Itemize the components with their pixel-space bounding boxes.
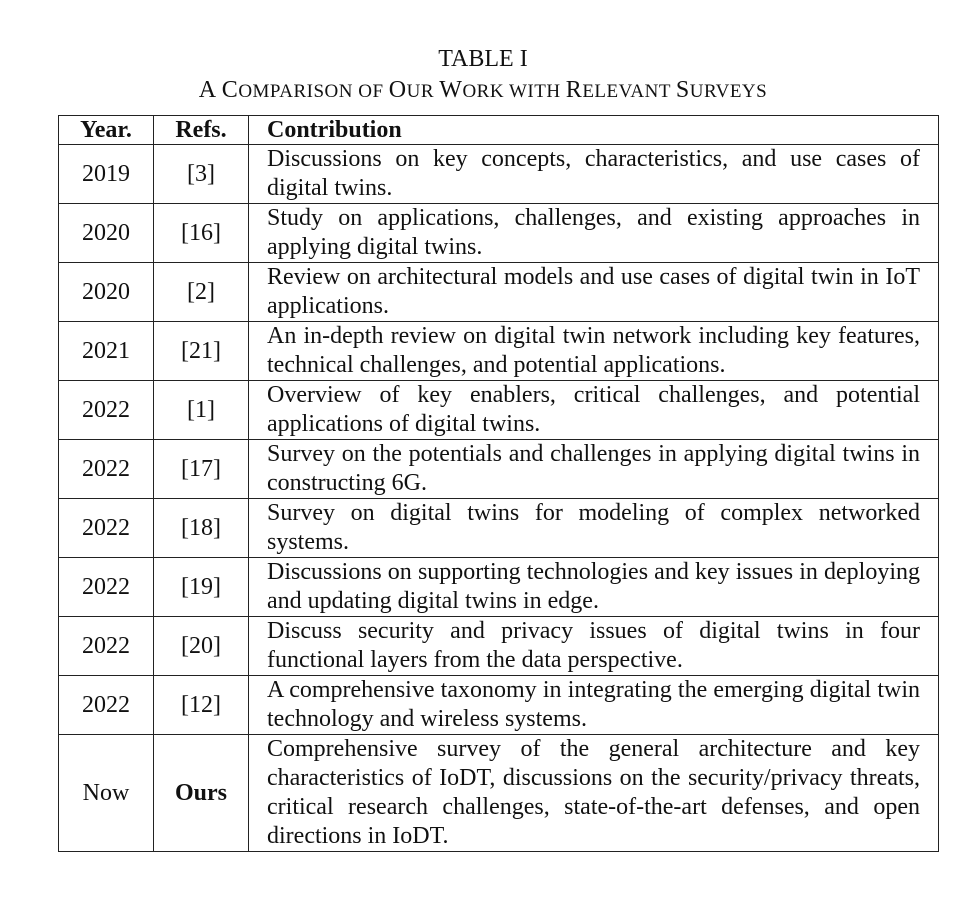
- ref-cell: [21]: [154, 322, 249, 381]
- table-row: [59, 322, 939, 381]
- contribution-cell: Discuss security and privacy issues of digital twins in four functional layers from the data perspective.: [249, 617, 939, 676]
- title-small-caps: URVEYS: [689, 81, 768, 102]
- contribution-cell: Discussions on key concepts, characteristics, and use cases of digital twins.: [249, 145, 939, 204]
- contribution-cell: A comprehensive taxonomy in integrating the emerging digital twin technology and wireless systems.: [249, 676, 939, 735]
- title-capital: O: [388, 77, 407, 103]
- year-cell: 2020: [59, 204, 154, 263]
- title-small-caps: ELEVANT: [582, 81, 676, 102]
- title-capital: S: [675, 77, 690, 103]
- title-capital: C: [221, 77, 239, 103]
- table-row: [59, 676, 939, 735]
- comparison-table: [58, 115, 939, 852]
- contribution-cell: An in-depth review on digital twin network including key features, technical challenges, and potential applications.: [249, 322, 939, 381]
- year-cell: 2021: [59, 322, 154, 381]
- table-body: [59, 145, 939, 852]
- ref-cell: [2]: [154, 263, 249, 322]
- year-cell: 2022: [59, 381, 154, 440]
- title-capital: W: [439, 77, 463, 103]
- table-row: [59, 381, 939, 440]
- table-row: [59, 735, 939, 852]
- year-cell: 2022: [59, 617, 154, 676]
- ref-cell: [1]: [154, 381, 249, 440]
- year-cell: 2022: [59, 440, 154, 499]
- header-row: [59, 116, 939, 145]
- table-row: [59, 204, 939, 263]
- contribution-cell: Overview of key enablers, critical challenges, and potential applications of digital twins.: [249, 381, 939, 440]
- table-row: [59, 617, 939, 676]
- ref-cell: [20]: [154, 617, 249, 676]
- contribution-cell: Review on architectural models and use cases of digital twin in IoT applications.: [249, 263, 939, 322]
- title-capital: R: [565, 77, 583, 103]
- contribution-cell: Discussions on supporting technologies and key issues in deploying and updating digital twins in edge.: [249, 558, 939, 617]
- contribution-cell: Survey on digital twins for modeling of complex networked systems.: [249, 499, 939, 558]
- ref-cell: [3]: [154, 145, 249, 204]
- header-year: Year.: [59, 116, 154, 145]
- year-cell: 2022: [59, 558, 154, 617]
- year-cell: Now: [59, 735, 154, 852]
- ref-cell: Ours: [154, 735, 249, 852]
- title-small-caps: OMPARISON OF: [238, 81, 389, 102]
- year-cell: 2022: [59, 499, 154, 558]
- ref-cell: [18]: [154, 499, 249, 558]
- table-row: [59, 558, 939, 617]
- year-cell: 2020: [59, 263, 154, 322]
- header-contribution: Contribution: [249, 116, 939, 145]
- year-cell: 2022: [59, 676, 154, 735]
- contribution-cell: Study on applications, challenges, and existing approaches in applying digital twins.: [249, 204, 939, 263]
- table-row: [59, 499, 939, 558]
- ref-cell: [17]: [154, 440, 249, 499]
- table-row: [59, 263, 939, 322]
- ref-cell: [16]: [154, 204, 249, 263]
- title-small-caps: UR: [406, 81, 440, 102]
- ref-cell: [19]: [154, 558, 249, 617]
- table-label: TABLE I: [438, 46, 528, 72]
- title-small-caps: ORK WITH: [462, 81, 566, 102]
- title-capital: A: [198, 77, 222, 103]
- table-row: [59, 145, 939, 204]
- ref-cell: [12]: [154, 676, 249, 735]
- contribution-cell: Survey on the potentials and challenges in applying digital twins in constructing 6G.: [249, 440, 939, 499]
- table-row: [59, 440, 939, 499]
- header-refs: Refs.: [154, 116, 249, 145]
- table-title: [0, 75, 966, 107]
- year-cell: 2019: [59, 145, 154, 204]
- contribution-cell: Comprehensive survey of the general architecture and key characteristics of IoDT, discussions on the security/privacy threats, critical research challenges, state-of-the-art defenses, and open directions in IoDT.: [249, 735, 939, 852]
